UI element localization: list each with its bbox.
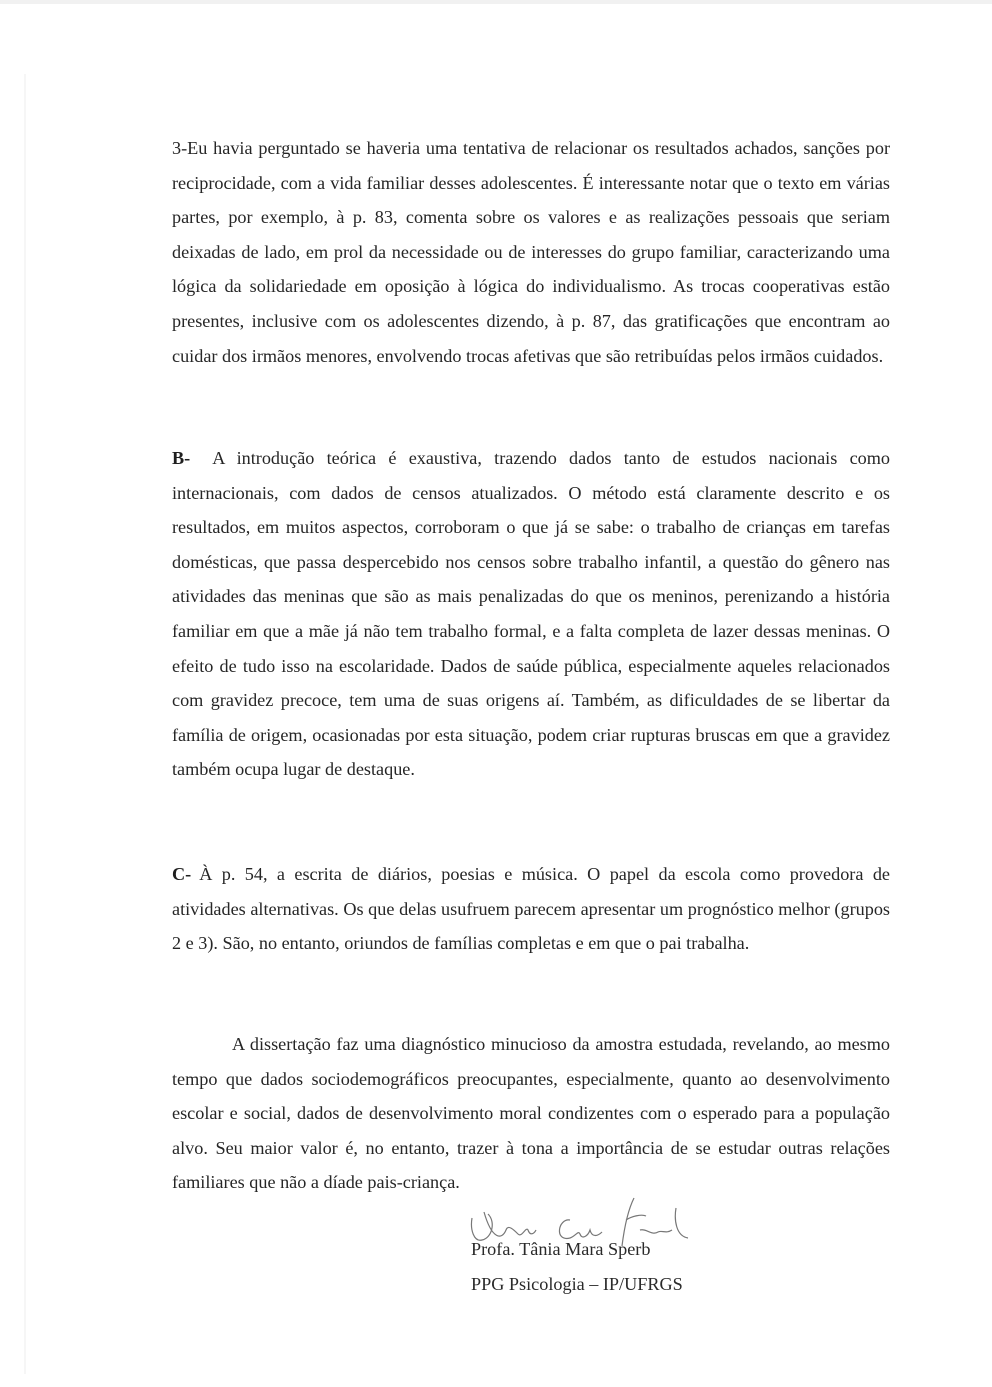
scan-edge-shadow: [24, 74, 26, 1374]
signatory-name: Profa. Tânia Mara Sperb: [471, 1239, 651, 1259]
signatory-affiliation: PPG Psicologia – IP/UFRGS: [471, 1274, 683, 1294]
paragraph-text: 3-Eu havia perguntado se haveria uma tentativa de relacionar os resultados achados, sanções por reciprocidade, com a vida familiar desses adolescentes. É interessante notar que o texto em várias partes, por exemplo, à p. 83, comenta sobre os valores e as realizações pessoais que seriam deixadas de lado, em prol da necessidade ou de interesses do grupo familiar, caracterizando uma lógica da solidariedade em oposição à lógica do individualismo. As trocas cooperativas estão presentes, inclusive com os adolescentes dizendo, à p. 87, das gratificações que encontram ao cuidar dos irmãos menores, envolvendo trocas afetivas que são retribuídas pelos irmãos cuidados.: [172, 138, 890, 366]
paragraph-section-c: [172, 857, 890, 961]
section-label-c: C-: [172, 864, 192, 884]
paragraph-text: A introdução teórica é exaustiva, trazendo dados tanto de estudos nacionais como internacionais, com dados de censos atualizados. O método está claramente descrito e os resultados, em muitos aspectos, corroboram o que já se sabe: o trabalho de crianças em tarefas domésticas, que passa despercebido nos censos sobre trabalho infantil, a questão do gênero nas atividades das meninas que são as mais penalizadas do que os meninos, perenizando a história familiar em que a mãe já não tem trabalho formal, e a falta completa de lazer dessas meninas. O efeito de tudo isso na escolaridade. Dados de saúde pública, especialmente aqueles relacionados com gravidez precoce, tem uma de suas origens aí. Também, as dificuldades de se libertar da família de origem, ocasionadas por esta situação, podem criar rupturas bruscas em que a gravidez também ocupa lugar de destaque.: [172, 448, 890, 780]
paragraph-text: A dissertação faz uma diagnóstico minucioso da amostra estudada, revelando, ao mesmo tempo que dados sociodemográficos preocupantes, especialmente, quanto ao desenvolvimento escolar e social, dados de desenvolvimento moral condizentes com o esperado para a população alvo. Seu maior valor é, no entanto, trazer à tona a importância de se estudar outras relações familiares que não a díade pais-criança.: [172, 1034, 890, 1193]
paragraph-text: À p. 54, a escrita de diários, poesias e música. O papel da escola como provedora de atividades alternativas. Os que delas usufruem parecem apresentar um prognóstico melhor (grupos 2 e 3). São, no entanto, oriundos de famílias completas e em que o pai trabalha.: [172, 864, 890, 954]
paragraph-conclusion: [172, 1027, 890, 1200]
paragraph-item-3: [172, 131, 890, 373]
section-label-b: B-: [172, 448, 191, 468]
paragraph-section-b: [172, 441, 890, 787]
